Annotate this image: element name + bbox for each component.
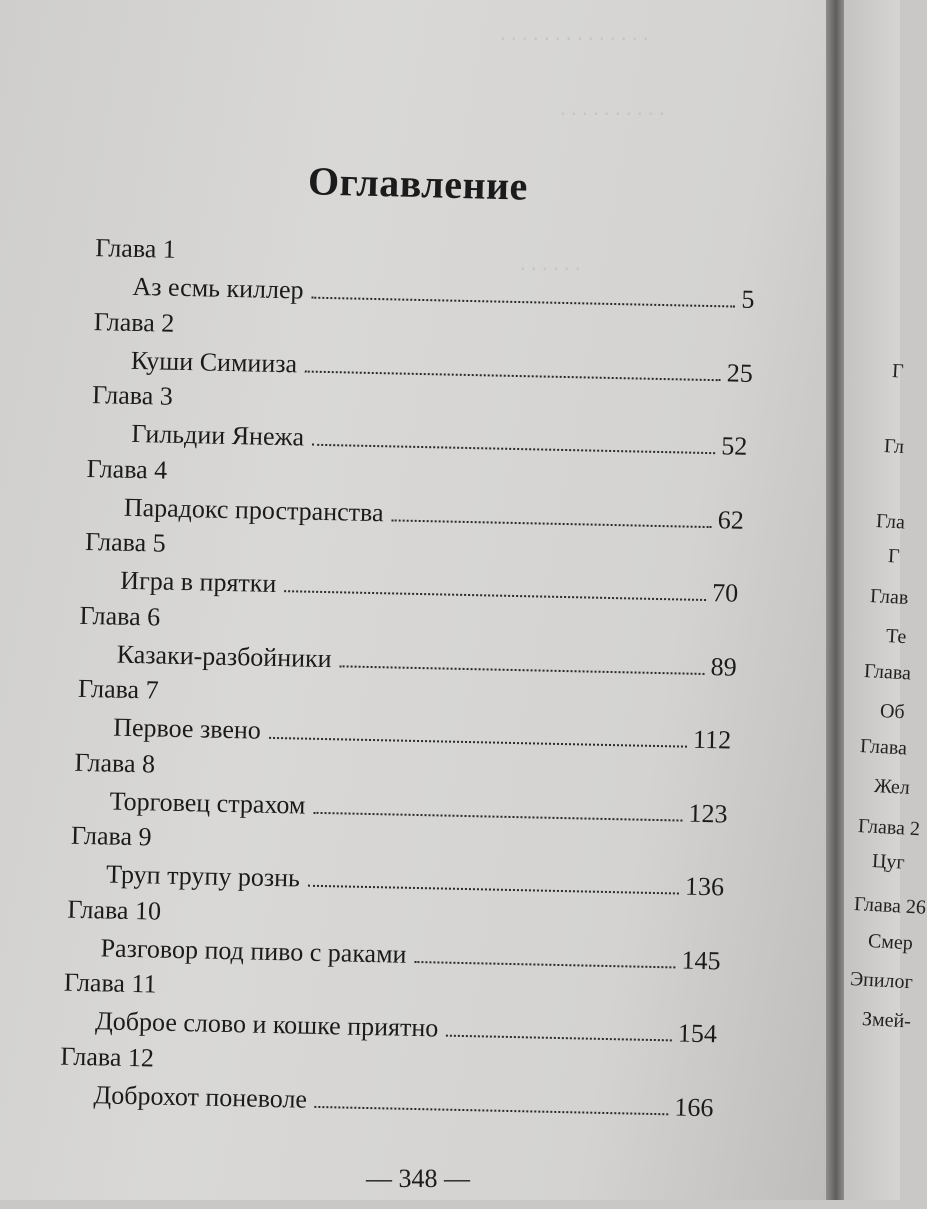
adjacent-page-text: Глав: [869, 585, 909, 609]
dot-leader: [311, 297, 735, 308]
chapter-page-number: 5: [741, 284, 755, 314]
chapter-label: Глава 11: [63, 967, 157, 999]
adjacent-page-text: Змей-: [861, 1008, 912, 1033]
chapter-title: Куши Симииза: [130, 345, 298, 378]
chapter-label: Глава 3: [91, 380, 174, 411]
chapter-label: Глава 10: [67, 894, 162, 926]
dot-leader: [312, 444, 715, 454]
dot-leader: [446, 1035, 672, 1042]
dot-leader: [414, 960, 675, 967]
toc-entry: [116, 639, 736, 682]
chapter-title: Гильдии Янежа: [131, 418, 305, 452]
adjacent-page-text: Жел: [873, 775, 911, 799]
chapter-page-number: 145: [681, 945, 721, 975]
page-number: — 348 —: [366, 1164, 470, 1193]
chapter-title: Разговор под пиво с раками: [100, 932, 407, 969]
chapter-label: Глава 12: [60, 1041, 155, 1073]
chapter-page-number: 136: [684, 871, 725, 902]
bleed-through-text: . . . . . . . . . . . . . .: [500, 20, 649, 45]
chapter-title: Игра в прятки: [120, 565, 277, 598]
bleed-through-text: . . . . . . . . . .: [560, 95, 665, 120]
dot-leader: [339, 665, 704, 675]
chapter-label: Глава 2: [93, 306, 175, 338]
dot-leader: [284, 590, 706, 601]
toc-entry: [95, 1006, 717, 1049]
chapter-title: Аз есмь киллер: [132, 271, 304, 305]
toc-entry: [132, 272, 754, 315]
chapter-page-number: 89: [710, 651, 737, 682]
chapter-title: Казаки-разбойники: [116, 639, 332, 673]
chapter-page-number: 62: [717, 504, 745, 535]
chapter-page-number: 154: [677, 1018, 718, 1049]
adjacent-page: [844, 0, 927, 1200]
adjacent-page-text: Гла: [875, 510, 906, 534]
chapter-page-number: 70: [711, 578, 739, 608]
chapter-label: Глава 8: [74, 747, 156, 778]
chapter-title: Парадокс пространства: [123, 492, 384, 527]
chapter-title: Торговец страхом: [109, 786, 306, 820]
toc-entry: [124, 492, 744, 535]
dot-leader: [305, 370, 721, 381]
toc-entry: [120, 566, 738, 609]
adjacent-page-text: Г: [891, 360, 905, 383]
chapter-page-number: 123: [688, 798, 728, 828]
dot-leader: [391, 519, 711, 528]
chapter-label: Глава 5: [84, 526, 167, 558]
adjacent-page-text: Глава: [859, 735, 908, 760]
adjacent-page-text: Г: [887, 545, 901, 568]
bleed-through-text: . . . . . .: [520, 250, 581, 275]
adjacent-page-text: Те: [885, 625, 907, 649]
adjacent-page-text: Глава 26: [853, 893, 927, 919]
adjacent-page-text: Глава: [863, 660, 912, 685]
chapter-title: Доброе слово и кошке приятно: [94, 1006, 439, 1043]
dot-leader: [308, 885, 679, 895]
toc-entry: [109, 786, 727, 829]
dot-leader: [269, 737, 687, 748]
toc-entry: [131, 345, 753, 388]
chapter-title: Первое звено: [112, 712, 262, 745]
chapter-page-number: 112: [692, 724, 732, 755]
toc-entry: [100, 933, 720, 976]
chapter-title: Труп трупу рознь: [105, 859, 301, 893]
chapter-label: Глава 4: [86, 453, 168, 485]
chapter-label: Глава 6: [79, 600, 161, 632]
adjacent-page-text: Гл: [883, 435, 905, 459]
adjacent-page-text: Смер: [867, 930, 914, 955]
chapter-page-number: 52: [720, 431, 748, 461]
toc-entry: [106, 859, 724, 902]
dot-leader: [315, 1105, 668, 1114]
chapter-label: Глава 7: [77, 673, 159, 705]
adjacent-page-text: Цуг: [871, 850, 906, 874]
chapter-page-number: 25: [726, 357, 754, 388]
chapter-label: Глава 9: [70, 820, 152, 852]
toc-entry: [113, 713, 731, 756]
chapter-label: Глава 1: [95, 233, 177, 264]
chapter-title: Доброхот поневоле: [93, 1079, 308, 1114]
adjacent-page-text: Глава 2: [857, 815, 921, 841]
chapter-page-number: 166: [674, 1091, 714, 1122]
toc-entry: [131, 419, 747, 462]
adjacent-page-text: Эпилог: [849, 968, 914, 994]
adjacent-page-text: Об: [879, 700, 906, 724]
page-title: Оглавление: [307, 158, 529, 209]
dot-leader: [313, 811, 682, 821]
toc-entry: [93, 1080, 713, 1123]
